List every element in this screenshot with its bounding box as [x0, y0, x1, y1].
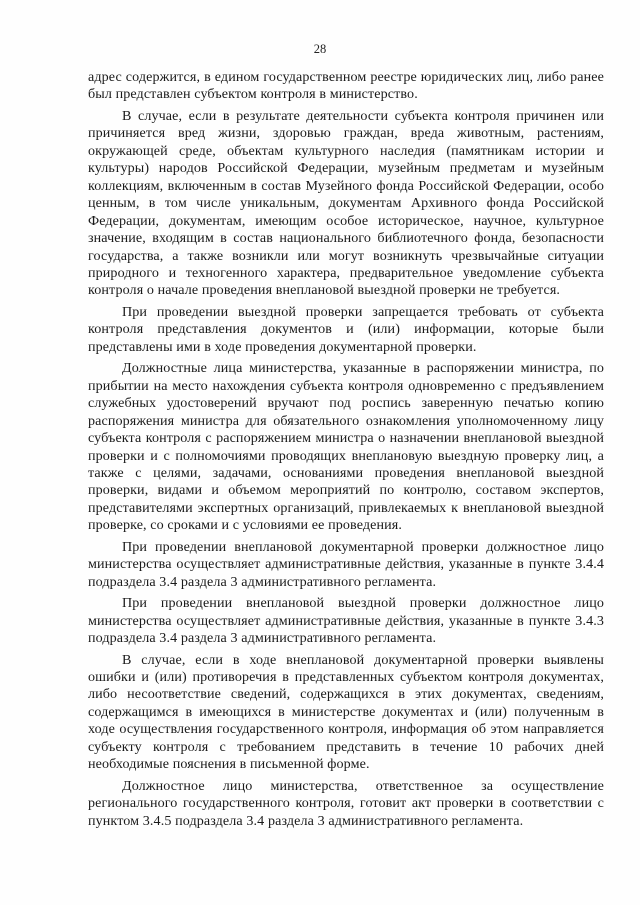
- paragraph-harm-exception: В случае, если в результате деятельности субъекта контроля причинен или причиняется вред жизни, здоровью граждан, вреда животным, растениям, окружающей среде, объектам культурного наследия (памятникам истории и культуры) народов Российской Федерации, музейным предметам и музейным коллекциям, включенным в состав Музейного фонда Российской Федерации, особо ценным, в том числе уникальным, документам Архивного фонда Российской Федерации, документам, имеющим особое историческое, научное, культурное значение, входящим в состав национального библиотечного фонда, безопасности государства, а также возникли или могут возникнуть чрезвычайные ситуации природного и техногенного характера, предварительное уведомление субъекта контроля о начале проведения внеплановой выездной проверки не требуется.: [88, 107, 604, 299]
- paragraph-continuation: адрес содержится, в едином государственном реестре юридических лиц, либо ранее был представлен субъектом контроля в министерство.: [88, 69, 604, 103]
- paragraph-officials-arrival: Должностные лица министерства, указанные в распоряжении министра, по прибытии на место нахождения субъекта контроля одновременно с предъявлением служебных удостоверений вручают под роспись заверенную печатью копию распоряжения министра для обязательного ознакомления уполномоченному лицу субъекта контроля с распоряжением министра о назначении внеплановой выездной проверки и с полномочиями проводящих внеплановую выездную проверку лиц, а также с целями, задачами, основаниями проведения внеплановой выездной проверки, видами и объемом мероприятий по контролю, составом экспертов, представителями экспертных организаций, привлекаемых к внеплановой выездной проверке, со сроками и с условиями ее проведения.: [88, 360, 604, 534]
- paragraph-documentary-inspection: При проведении внеплановой документарной проверки должностное лицо министерства осуществляет административные действия, указанные в пункте 3.4.4 подраздела 3.4 раздела 3 административного регламента.: [88, 538, 604, 590]
- paragraph-document-request-prohibition: При проведении выездной проверки запрещается требовать от субъекта контроля представления документов и (или) информации, которые были представлены ими в ходе проведения документарной проверки.: [88, 303, 604, 355]
- paragraph-inspection-act: Должностное лицо министерства, ответственное за осуществление регионального государственного контроля, готовит акт проверки в соответствии с пунктом 3.4.5 подраздела 3.4 раздела 3 административного регламента.: [88, 777, 604, 829]
- document-body: [88, 69, 604, 830]
- paragraph-field-inspection: При проведении внеплановой выездной проверки должностное лицо министерства осуществляет административные действия, указанные в пункте 3.4.3 подраздела 3.4 раздела 3 административного регламента.: [88, 595, 604, 647]
- page-number: 28: [313, 42, 327, 56]
- paragraph-errors-found: В случае, если в ходе внеплановой документарной проверки выявлены ошибки и (или) противоречия в представленных субъектом контроля документах, либо несоответствие сведений, содержащихся в этих документах, сведениям, содержащимся в имеющихся в министерстве документах и (или) полученным в ходе осуществления государственного контроля, информация об этом направляется субъекту контроля с требованием представить в течение 10 рабочих дней необходимые пояснения в письменной форме.: [88, 651, 604, 773]
